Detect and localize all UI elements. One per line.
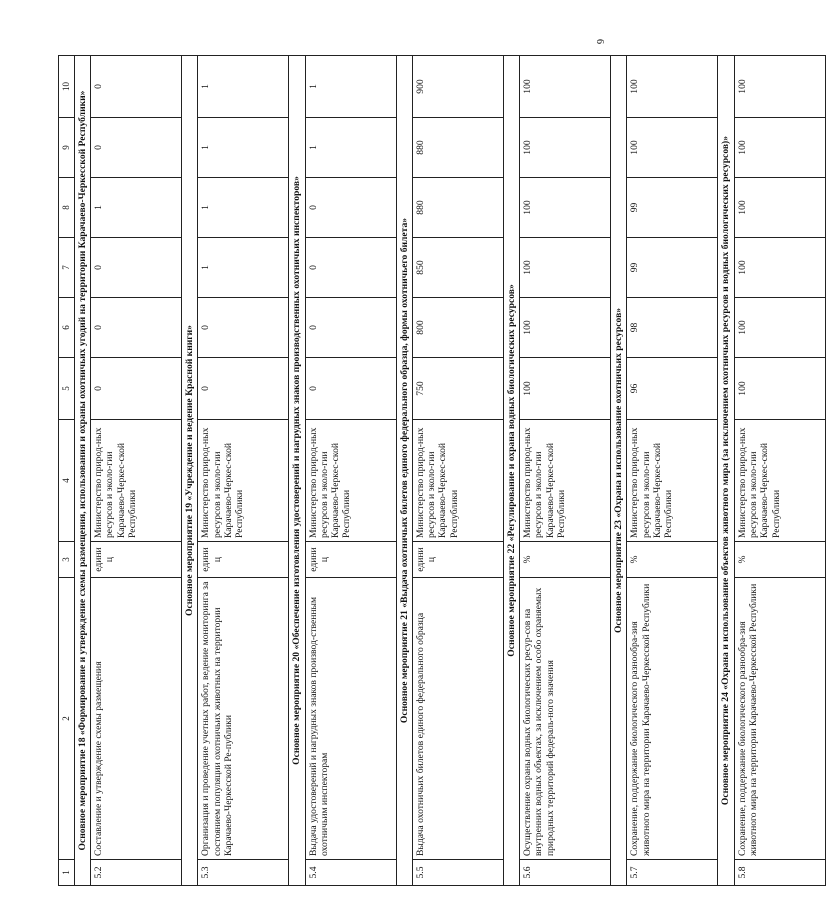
table-row (734, 56, 825, 886)
value-col-10: 0 (90, 56, 181, 118)
section-heading-row (718, 56, 734, 886)
section-heading-row (181, 56, 197, 886)
value-col-6: 0 (305, 298, 396, 358)
section-title: Основное мероприятие 24 «Охрана и использование объектов животного мира (за исключением охотничьих ресурсов и водных биологических ресурсов)» (718, 56, 734, 886)
page-number: 6 (594, 39, 605, 44)
section-title: Основное мероприятие 23 «Охрана и использование охотничьих ресурсов» (611, 56, 627, 886)
value-col-5: 0 (305, 358, 396, 420)
value-col-5: 96 (627, 358, 718, 420)
unit-cell: единиц (305, 542, 396, 578)
section-title: Основное мероприятие 19 «Учреждение и ведение Красной книги» (181, 56, 197, 886)
column-header-7: 7 (59, 238, 75, 298)
column-header-10: 10 (59, 56, 75, 118)
table-row (305, 56, 396, 886)
value-col-9: 880 (412, 118, 503, 178)
column-header-3: 3 (59, 542, 75, 578)
column-header-6: 6 (59, 298, 75, 358)
column-header-9: 9 (59, 118, 75, 178)
value-col-8: 0 (305, 178, 396, 238)
unit-cell: единиц (412, 542, 503, 578)
section-title: Основное мероприятие 20 «Обеспечение изготовления удостоверений и нагрудных знаков производственных охотничьих инспекторов» (289, 56, 305, 886)
value-col-9: 100 (627, 118, 718, 178)
section-heading-row (396, 56, 412, 886)
row-name: Сохранение, поддержание биологического разнообра-зия животного мира на территории Карачаево-Черкесской Республики (734, 578, 825, 860)
unit-cell: % (734, 542, 825, 578)
row-number: 5.4 (305, 860, 396, 886)
value-col-7: 1 (198, 238, 289, 298)
value-col-7: 0 (90, 238, 181, 298)
value-col-9: 100 (734, 118, 825, 178)
row-name: Выдача удостоверений и нагрудных знаков производ-ственным охотничьим инспекторам (305, 578, 396, 860)
row-name: Составление и утверждение схемы размещения (90, 578, 181, 860)
value-col-8: 1 (90, 178, 181, 238)
row-number: 5.3 (198, 860, 289, 886)
value-col-10: 100 (734, 56, 825, 118)
value-col-8: 880 (412, 178, 503, 238)
value-col-5: 100 (734, 358, 825, 420)
value-col-5: 0 (198, 358, 289, 420)
value-col-8: 100 (734, 178, 825, 238)
value-col-7: 850 (412, 238, 503, 298)
value-col-8: 100 (520, 178, 611, 238)
column-numbers-row (59, 56, 75, 886)
table-row (412, 56, 503, 886)
executor-cell: Министерство природ-ных ресурсов и эколо-гии Карачаево-Черкес-ской Республики (627, 420, 718, 542)
value-col-6: 0 (90, 298, 181, 358)
table-row (90, 56, 181, 886)
value-col-6: 0 (198, 298, 289, 358)
column-header-5: 5 (59, 358, 75, 420)
value-col-10: 100 (520, 56, 611, 118)
section-heading-row (503, 56, 519, 886)
column-header-4: 4 (59, 420, 75, 542)
section-title: Основное мероприятие 18 «Формирование и утверждение схемы размещения, использования и охраны охотничьих угодий на территории Карачаево-Черкесской Республики» (74, 56, 90, 886)
executor-cell: Министерство природ-ных ресурсов и эколо-гии Карачаево-Черкес-ской Республики (198, 420, 289, 542)
row-number: 5.6 (520, 860, 611, 886)
section-heading-row (74, 56, 90, 886)
value-col-6: 800 (412, 298, 503, 358)
value-col-10: 1 (198, 56, 289, 118)
value-col-7: 100 (734, 238, 825, 298)
row-name: Выдача охотничьих билетов единого федерального образца (412, 578, 503, 860)
row-name: Организация и проведение учетных работ, ведение мониторинга за состоянием популяции охотничьих животных на территории Карачаево-Черкесской Ре-публики (198, 578, 289, 860)
value-col-10: 100 (627, 56, 718, 118)
value-col-6: 100 (734, 298, 825, 358)
column-header-2: 2 (59, 578, 75, 860)
row-number: 5.2 (90, 860, 181, 886)
table-row (627, 56, 718, 886)
table-row (198, 56, 289, 886)
table-rotation-frame (58, 56, 782, 886)
value-col-8: 1 (198, 178, 289, 238)
value-col-9: 1 (198, 118, 289, 178)
row-number: 5.8 (734, 860, 825, 886)
unit-cell: % (520, 542, 611, 578)
table-body (59, 56, 826, 886)
executor-cell: Министерство природ-ных ресурсов и эколо-гии Карачаево-Черкес-ской Республики (520, 420, 611, 542)
unit-cell: % (627, 542, 718, 578)
value-col-7: 100 (520, 238, 611, 298)
executor-cell: Министерство природ-ных ресурсов и эколо-гии Карачаево-Черкес-ской Республики (90, 420, 181, 542)
value-col-9: 0 (90, 118, 181, 178)
value-col-5: 100 (520, 358, 611, 420)
row-number: 5.5 (412, 860, 503, 886)
unit-cell: единиц (90, 542, 181, 578)
value-col-9: 1 (305, 118, 396, 178)
row-name: Сохранение, поддержание биологического разнообра-зия животного мира на территории Карачаево-Черкесской Республики (627, 578, 718, 860)
value-col-5: 750 (412, 358, 503, 420)
executor-cell: Министерство природ-ных ресурсов и эколо-гии Карачаево-Черкес-ской Республики (412, 420, 503, 542)
column-header-1: 1 (59, 860, 75, 886)
table-row (520, 56, 611, 886)
value-col-8: 99 (627, 178, 718, 238)
value-col-7: 99 (627, 238, 718, 298)
value-col-6: 98 (627, 298, 718, 358)
unit-cell: единиц (198, 542, 289, 578)
section-heading-row (289, 56, 305, 886)
value-col-6: 100 (520, 298, 611, 358)
section-heading-row (611, 56, 627, 886)
row-name: Осуществление охраны водных биологических ресур-сов на внутренних водных объектах, за исключением особо охраняемых природных территорий федераль-ного значения (520, 578, 611, 860)
value-col-7: 0 (305, 238, 396, 298)
value-col-10: 1 (305, 56, 396, 118)
executor-cell: Министерство природ-ных ресурсов и эколо-гии Карачаево-Черкес-ской Республики (734, 420, 825, 542)
executor-cell: Министерство природ-ных ресурсов и эколо-гии Карачаево-Черкес-ской Республики (305, 420, 396, 542)
value-col-10: 900 (412, 56, 503, 118)
value-col-5: 0 (90, 358, 181, 420)
row-number: 5.7 (627, 860, 718, 886)
section-title: Основное мероприятие 22 «Регулирование и охрана водных биологических ресурсов» (503, 56, 519, 886)
rotated-table-area (58, 56, 782, 886)
indicators-table (58, 55, 826, 886)
value-col-9: 100 (520, 118, 611, 178)
section-title: Основное мероприятие 21 «Выдача охотничьих билетов единого федерального образца, формы охотничьего билета» (396, 56, 412, 886)
column-header-8: 8 (59, 178, 75, 238)
